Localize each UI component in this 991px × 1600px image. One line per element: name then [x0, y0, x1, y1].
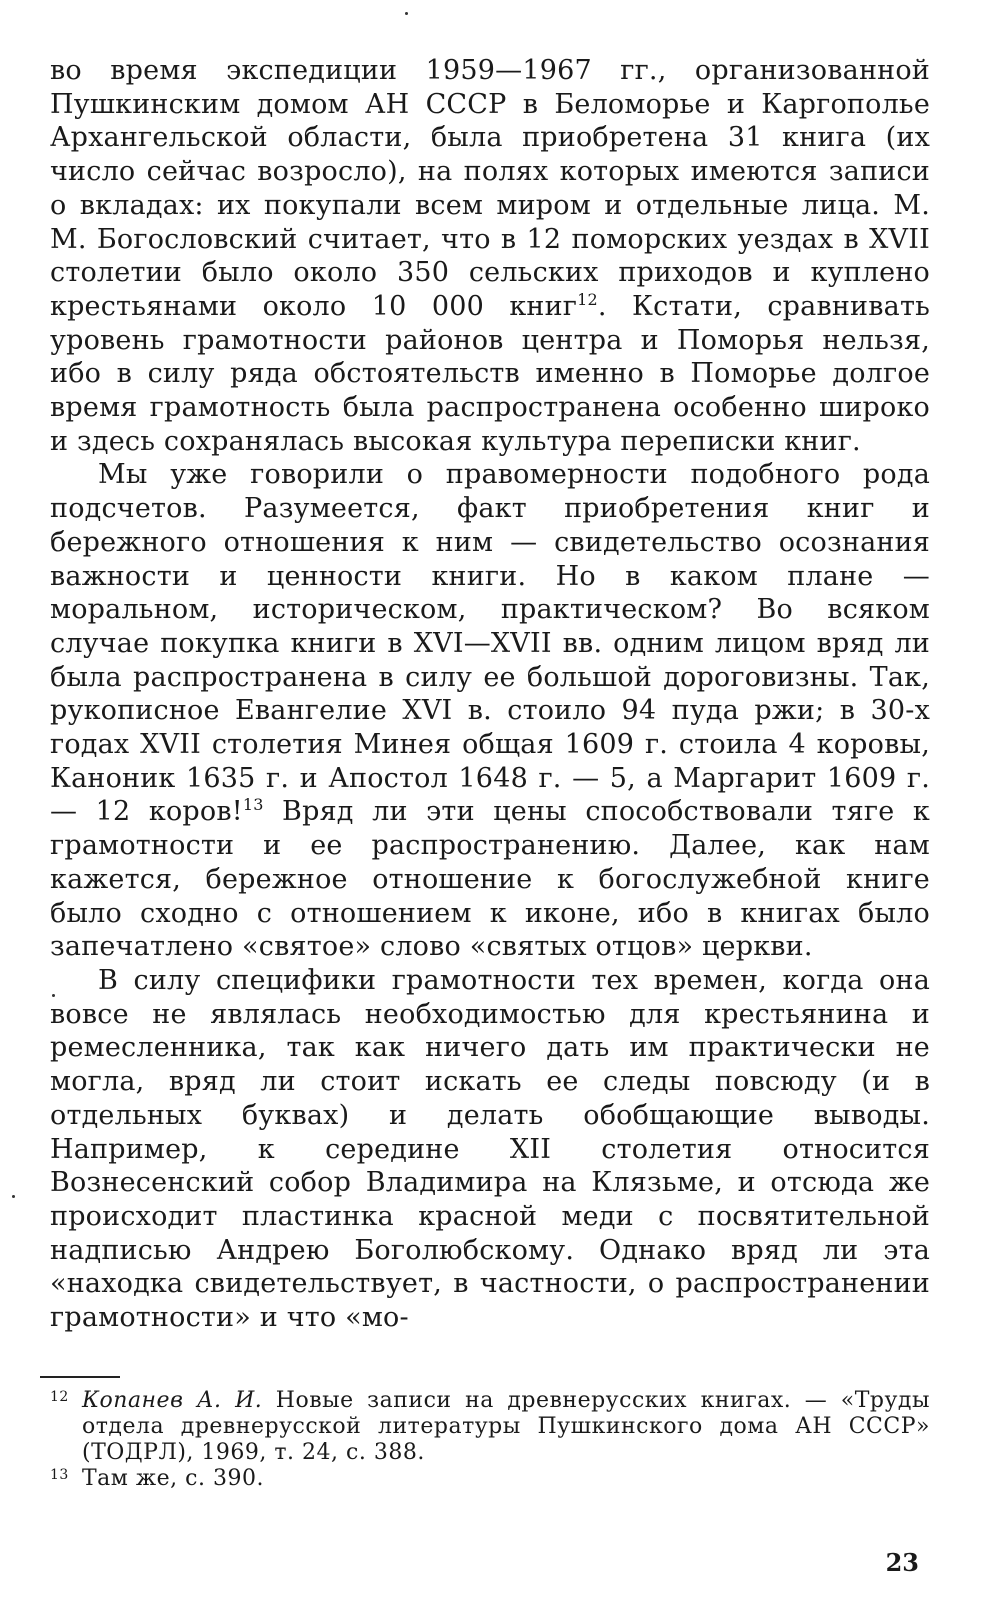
paragraph-1	[50, 54, 930, 458]
page-number: 23	[885, 1548, 919, 1577]
paragraph-2-text: Мы уже говорили о правомерности подобного рода подсчетов. Разумеется, факт приобретения книг и бережного отношения к ним — свидетельство осознания важности и ценности книги. Но в каком плане — моральном, историческом, практическом? Во всяком случае покупка книги в XVI—XVII вв. одним лицом вряд ли была распространена в силу ее большой дороговизны. Так, рукописное Евангелие XVI в. стоило 94 пуда ржи; в 30-х годах XVII столетия Минея общая 1609 г. стоила 4 коровы, Каноник 1635 г. и Апостол 1648 г. — 5, а Маргарит 1609 г. — 12 коров!	[50, 459, 930, 828]
paragraph-1-text: во время экспедиции 1959—1967 гг., организованной Пушкинским домом АН СССР в Беломорье и Каргополье Архангельской области, была приобретена 31 книга (их число сейчас возросло), на полях которых имеются записи о вкладах: их покупали всем миром и отдельные лица. М. М. Богословский считает, что в 12 поморских уездах в XVII столетии было около 350 сельских приходов и куплено крестьянами около 10 000 книг	[50, 55, 930, 322]
footnote-separator	[40, 1376, 120, 1378]
footnote-12	[50, 1388, 930, 1466]
paragraph-3	[50, 964, 930, 1335]
footnotes	[50, 1388, 930, 1492]
footnote-ref-13: 13	[242, 795, 264, 815]
footnote-text: Там же, с. 390.	[82, 1466, 264, 1491]
main-text	[50, 54, 930, 1335]
footnote-number: 12	[50, 1389, 69, 1405]
paragraph-3-text: В силу специфики грамотности тех времен, когда она вовсе не являлась необходимостью для крестьянина и ремесленника, так как ничего дать им практически не могла, вряд ли стоит искать ее следы повсюду (и в отдельных буквах) и делать обобщающие выводы. Например, к середине XII столетия относится Вознесенский собор Владимира на Клязьме, и отсюда же происходит пластинка красной меди с посвятительной надписью Андрею Боголюбскому. Однако вряд ли эта «находка свидетельствует, в частности, о распространении грамотности» и что «мо-	[50, 964, 930, 1334]
print-speck	[405, 12, 408, 15]
print-speck	[12, 1195, 15, 1198]
footnote-number: 13	[50, 1467, 69, 1483]
footnote-13	[50, 1466, 930, 1492]
paragraph-1-tail: . Кстати, сравнивать уровень грамотности районов центра и Поморья нельзя, ибо в силу ряда обстоятельств именно в Поморье долгое время грамотность была распространена особенно широко и здесь сохранялась высокая культура переписки книг.	[50, 290, 930, 457]
footnote-author: Копанев А. И.	[82, 1388, 263, 1413]
footnote-text: Новые записи на древнерусских книгах. — «Труды отдела древнерусской литературы Пушкинского дома АН СССР» (ТОДРЛ), 1969, т. 24, с. 388.	[82, 1388, 930, 1465]
paragraph-2	[50, 458, 930, 964]
footnote-ref-12: 12	[577, 289, 598, 309]
paragraph-2-tail: Вряд ли эти цены способствовали тяге к грамотности и ее распространению. Далее, как нам кажется, бережное отношение к богослужебной книге было сходно с отношением к иконе, ибо в книгах было запечатлено «святое» слово «святых отцов» церкви.	[50, 796, 930, 963]
